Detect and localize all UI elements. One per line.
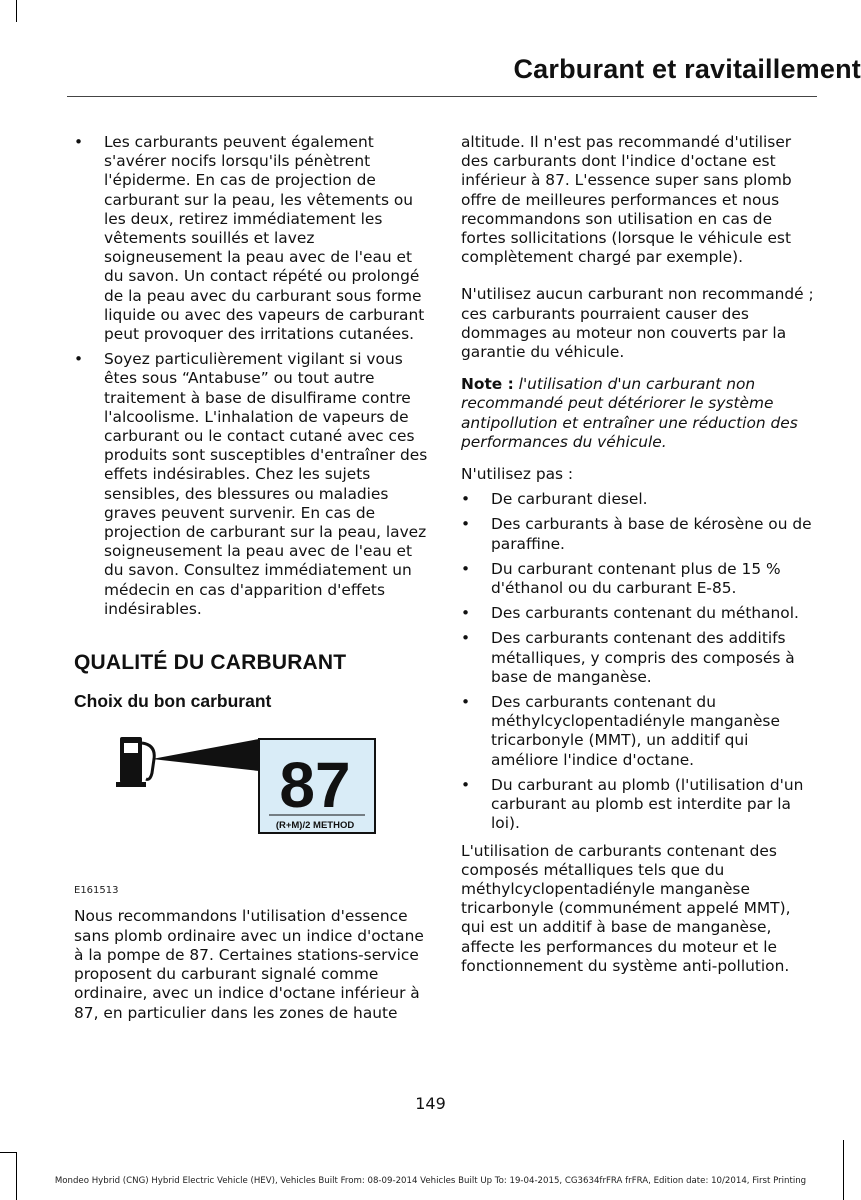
list-item: • Les carburants peuvent également s'avérer nocifs lorsqu'ils pénètrent l'épiderme. En cas de projection de carburant sur la peau, les vêtements ou les deux, retirez immédiatement les vêtements souillés et lavez soigneusement la peau avec de l'eau et du savon. Un contact répété ou prolongé de la peau avec du carburant sous forme liquide ou avec des vapeurs de carburant peut provoquer des irritations cutanées. (74, 133, 425, 344)
crop-mark-top-left (16, 0, 17, 22)
page-number: 149 (415, 1094, 446, 1113)
bullet-icon: • (461, 604, 471, 623)
list-item: • Des carburants contenant du méthylcyclopentadiényle manganèse tricarbonyle (MMT), un additif qui améliore l'indice d'octane. (461, 693, 780, 769)
figure-code: E161513 (74, 885, 119, 897)
list-item: • Du carburant au plomb (l'utilisation d'un carburant au plomb est interdite par la loi). (461, 775, 804, 833)
warning-list (74, 133, 430, 619)
list-item: • Des carburants à base de kérosène ou de paraffine. (461, 515, 812, 553)
bullet-icon: • (461, 775, 471, 794)
bullet-icon: • (74, 350, 84, 369)
octane-figure (74, 729, 430, 901)
list-item: • Du carburant contenant plus de 15 % d'éthanol ou du carburant E-85. (461, 559, 781, 598)
fuel-pump-icon (116, 737, 154, 787)
recommendation-paragraph: Nous recommandons l'utilisation d'essence sans plomb ordinaire avec un indice d'octane à la pompe de 87. Certaines stations-service proposent du carburant signalé comme ordinaire, avec un indice d'octane inférieur à 87, en particulier dans les zones de haute (74, 907, 424, 1022)
right-column (461, 133, 817, 989)
crop-mark-bottom-right-v (843, 1140, 844, 1200)
bullet-icon: • (461, 629, 471, 648)
bullet-icon: • (461, 559, 471, 578)
note-label: Note : (461, 375, 514, 394)
list-item: • Des carburants contenant du méthanol. (461, 604, 799, 623)
note-text: l'utilisation d'un carburant non recommandé peut détériorer le système antipollution et entraîner une réduction des performances du véhicule. (461, 375, 798, 451)
note (461, 375, 817, 452)
octane-method: (R+M)/2 METHOD (275, 820, 355, 832)
paragraph: N'utilisez pas : (461, 465, 574, 484)
section-heading: QUALITÉ DU CARBURANT (74, 651, 347, 675)
list-item: • De carburant diesel. (461, 490, 648, 509)
bullet-icon: • (461, 693, 471, 712)
bullet-icon: • (461, 515, 471, 534)
paragraph: L'utilisation de carburants contenant des composés métalliques tels que du méthylcyclopentadiényle manganèse tricarbonyle (communément appelé MMT), qui est un additif à base de manganèse, affecte les performances du moteur et le fonctionnement du système anti-pollution. (461, 841, 791, 975)
octane-label-illustration (74, 729, 430, 879)
left-column (74, 133, 430, 1036)
paragraph: N'utilisez aucun carburant non recommandé ; ces carburants pourraient causer des dommages au moteur non couverts par la garantie du véhicule. (461, 285, 814, 362)
header-rule (67, 96, 817, 97)
prohibited-fuels-list (461, 490, 817, 833)
subsection-heading: Choix du bon carburant (74, 691, 272, 712)
crop-mark-bottom-left-h (0, 1152, 16, 1153)
octane-value: 87 (279, 749, 351, 822)
bullet-icon: • (461, 490, 471, 509)
bullet-icon: • (74, 133, 84, 151)
list-item: • Soyez particulièrement vigilant si vous êtes sous “Antabuse” ou tout autre traitement à base de disulfirame contre l'alcoolisme. L'inhalation de vapeurs de carburant ou le contact cutané avec ces produits sont susceptibles d'entraîner des effets indésirables. Chez les sujets sensibles, des blessures ou maladies graves peuvent survenir. En cas de projection de carburant sur la peau, lavez soigneusement la peau avec de l'eau et du savon. Consultez immédiatement un médecin en cas d'apparition d'effets indésirables. (74, 350, 428, 618)
footer: Mondeo Hybrid (CNG) Hybrid Electric Vehicle (HEV), Vehicles Built From: 08-09-2014 Vehicles Built Up To: 19-04-2015, CG3634frFRA frFRA, Edition date: 10/2014, First Printing (54, 1176, 807, 1186)
list-item: • Des carburants contenant des additifs métalliques, y compris des composés à base de manganèse. (461, 629, 795, 686)
paragraph: altitude. Il n'est pas recommandé d'utiliser des carburants dont l'indice d'octane est inférieur à 87. L'essence super sans plomb offre de meilleures performances et nous recommandons son utilisation en cas de fortes sollicitations (lorsque le véhicule est complètement chargé par exemple). (461, 133, 792, 267)
